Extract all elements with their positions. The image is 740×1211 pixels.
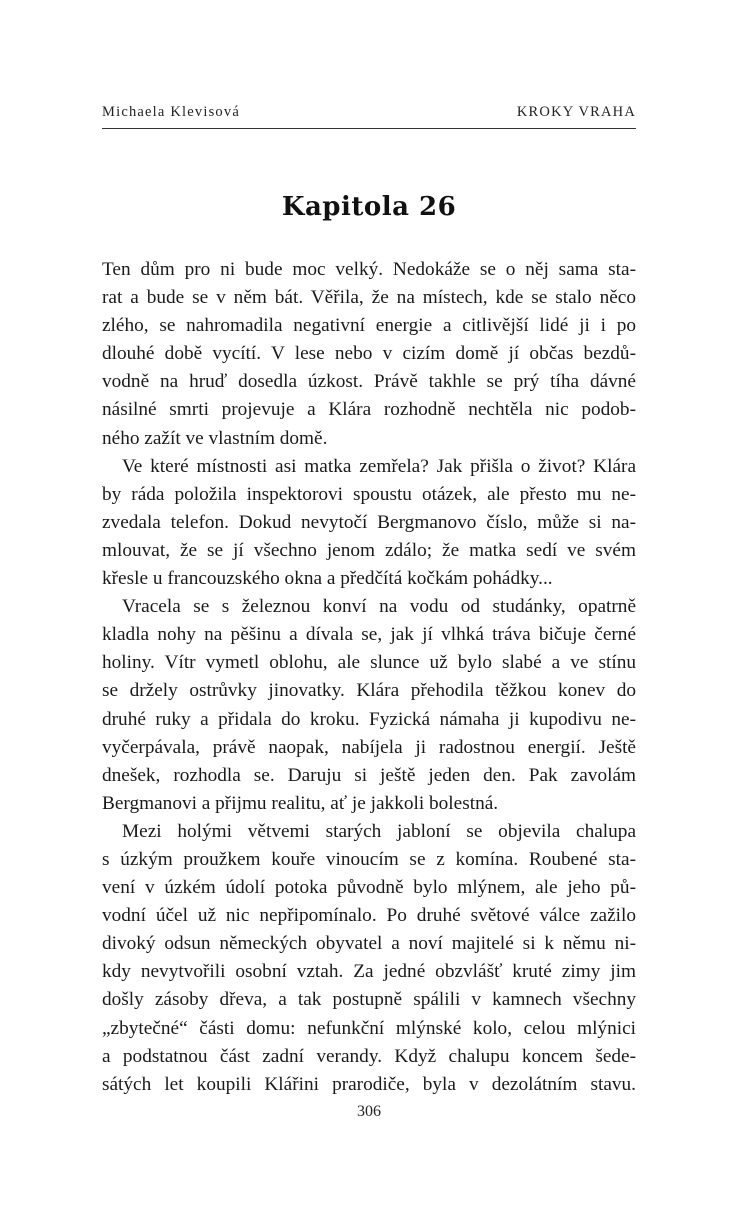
- text-line: zlého, se nahromadila negativní energie a citlivější lidé ji i po: [102, 315, 636, 337]
- text-line: zvedala telefon. Dokud nevytočí Bergmanovo číslo, může si na-: [102, 511, 636, 533]
- text-line: a podstatnou část zadní verandy. Když chalupu koncem šede-: [102, 1045, 636, 1067]
- text-line: dlouhé době vycítí. V lese nebo v cizím domě jí občas bezdů-: [102, 343, 636, 365]
- text-line: vyčerpávala, právě naopak, nabíjela ji radostnou energií. Ještě: [102, 736, 636, 758]
- text-line: holiny. Vítr vymetl oblohu, ale slunce už bylo slabé a ve stínu: [102, 652, 636, 674]
- paragraph: [102, 818, 636, 1099]
- book-page: [102, 0, 636, 1211]
- text-line: Bergmanovi a přijmu realitu, ať je jakkoli bolestná.: [102, 792, 499, 814]
- header-rule: [102, 128, 636, 129]
- text-line: by ráda položila inspektorovi spoustu otázek, ale přesto mu ne-: [102, 483, 636, 505]
- text-line: Ten dům pro ni bude moc velký. Nedokáže se o něj sama sta-: [102, 259, 636, 280]
- paragraph: [102, 453, 636, 593]
- body-text: [102, 256, 636, 1099]
- text-line: Ve které místnosti asi matka zemřela? Jak přišla o život? Klára: [122, 455, 636, 477]
- header-author: Michaela Klevisová: [102, 104, 240, 120]
- text-line: mlouvat, že se jí všechno jenom zdálo; že matka sedí ve svém: [102, 539, 636, 561]
- text-line: ného zažít ve vlastním domě.: [102, 427, 328, 449]
- text-line: kladla nohy na pěšinu a dívala se, jak jí vlhká tráva bičuje černé: [102, 624, 636, 646]
- text-line: křesle u francouzského okna a předčítá kočkám pohádky...: [102, 568, 553, 590]
- page-number: 306: [357, 1103, 381, 1120]
- paragraph: [102, 256, 636, 453]
- text-line: „zbytečné“ části domu: nefunkční mlýnské kolo, celou mlýnici: [102, 1017, 636, 1039]
- text-line: se držely ostrůvky jinovatky. Klára přehodila těžkou konev do: [102, 680, 636, 702]
- text-line: vení v úzkém údolí potoka původně bylo mlýnem, ale jeho pů-: [102, 877, 636, 899]
- text-line: sátých let koupili Klářini prarodiče, byla v dezolátním stavu.: [102, 1073, 636, 1095]
- text-line: dnešek, rozhodla se. Daruju si ještě jeden den. Pak zavolám: [102, 764, 636, 786]
- text-line: druhé ruky a přidala do kroku. Fyzická námaha ji kupodivu ne-: [102, 708, 636, 730]
- text-line: rat a bude se v něm bát. Věřila, že na místech, kde se stalo něco: [102, 287, 636, 309]
- text-line: Mezi holými větvemi starých jabloní se objevila chalupa: [122, 820, 636, 842]
- text-line: vodní účel už nic nepřipomínalo. Po druhé světové válce zažilo: [102, 905, 636, 927]
- text-line: divoký odsun německých obyvatel a noví majitelé si k němu ni-: [102, 933, 636, 955]
- text-line: vodně na hruď dosedla úzkost. Právě takhle se prý tíha dávné: [102, 371, 636, 393]
- header-book-title: KROKY VRAHA: [516, 104, 636, 120]
- text-line: násilné smrti projevuje a Klára rozhodně nechtěla nic podob-: [102, 399, 636, 421]
- running-header: [102, 104, 636, 121]
- text-line: došly zásoby dřeva, a tak postupně spálili v kamnech všechny: [102, 989, 636, 1011]
- text-line: Vracela se s železnou konví na vodu od studánky, opatrně: [122, 596, 636, 618]
- text-line: kdy nevytvořili osobní vztah. Za jedné obzvlášť kruté zimy jim: [102, 961, 636, 983]
- paragraph: [102, 593, 636, 818]
- text-line: s úzkým proužkem kouře vinoucím se z komína. Roubené sta-: [102, 848, 636, 870]
- chapter-title: Kapitola 26: [281, 192, 457, 222]
